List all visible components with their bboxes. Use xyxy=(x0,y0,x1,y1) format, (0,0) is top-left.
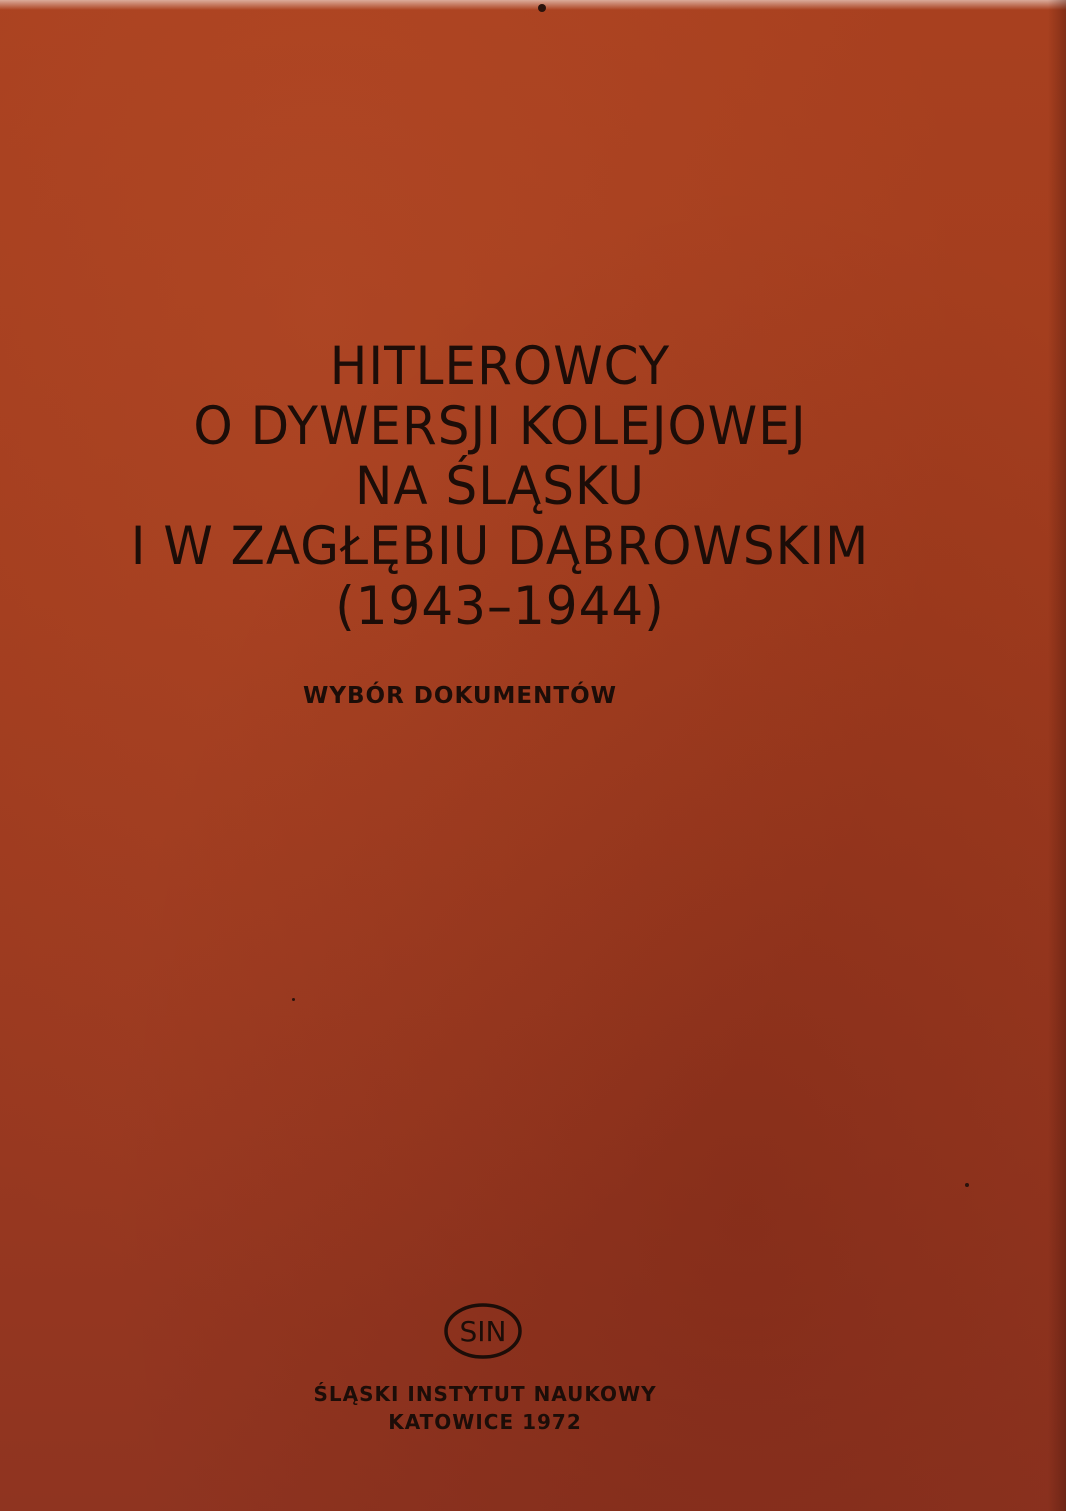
publisher-place-year: KATOWICE 1972 xyxy=(388,1410,582,1434)
title-line-1: HITLEROWCY xyxy=(329,335,671,397)
cover-right-edge xyxy=(1048,0,1066,1511)
title-line-3: NA ŚLĄSKU xyxy=(354,455,646,517)
title-line-5: (1943–1944) xyxy=(335,575,665,637)
book-title xyxy=(60,336,940,636)
publisher-logo-icon xyxy=(443,1302,523,1360)
cover-top-edge xyxy=(0,0,1066,10)
cover-speck xyxy=(965,1183,969,1187)
publisher-block xyxy=(270,1380,700,1436)
publisher-logo-text: SIN xyxy=(459,1315,507,1348)
book-subtitle: WYBÓR DOKUMENTÓW xyxy=(302,683,618,709)
publisher-name: ŚLĄSKI INSTYTUT NAUKOWY xyxy=(313,1382,657,1406)
title-line-4: I W ZAGŁĘBIU DĄBROWSKIM xyxy=(130,515,870,577)
title-line-2: O DYWERSJI KOLEJOWEJ xyxy=(193,395,807,457)
cover-speck xyxy=(292,998,295,1001)
cover-speck xyxy=(538,4,546,12)
